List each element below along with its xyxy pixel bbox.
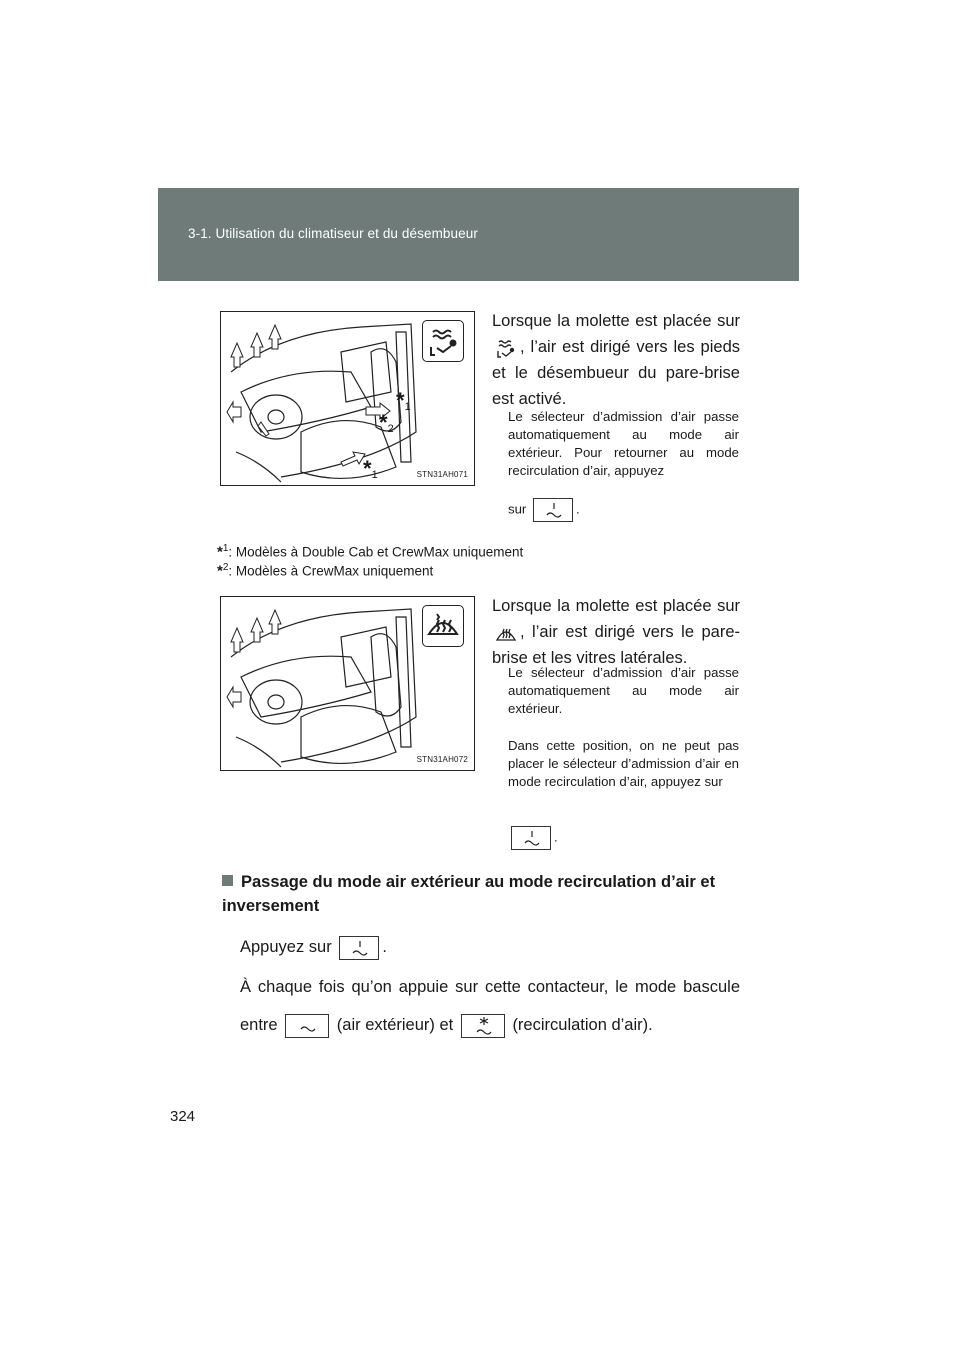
air-intake-button <box>339 936 379 960</box>
intake-note-3: Dans cette position, on ne peut pas placer le sélecteur d’admission d’air en mode recirculation d’air, appuyez sur <box>508 738 739 789</box>
windshield-defrost-icon <box>494 622 518 644</box>
intake-note-2: Le sélecteur d’admission d’air passe automatiquement au mode air extérieur. <box>508 665 739 716</box>
section-title: 3-1. Utilisation du climatiseur et du désembueur <box>188 226 478 241</box>
air-intake-button <box>511 826 551 850</box>
intake-note-3-end: . <box>508 826 739 850</box>
foot-defrost-mode-icon <box>422 320 464 362</box>
footnote-1: *$^1$: Modèles à Double Cab et CrewMax uniquement <box>217 543 524 561</box>
section-heading: Passage du mode air extérieur au mode recirculation d’air et inversement <box>222 873 716 915</box>
foot-defrost-icon <box>494 337 518 359</box>
step-instruction: Appuyez sur . <box>240 934 740 960</box>
marker-1-upper: $*_1$ <box>396 388 411 413</box>
figure-code: STN31AH071 <box>416 470 468 479</box>
air-intake-button <box>533 498 573 522</box>
bullet-square <box>222 875 233 886</box>
page-number: 324 <box>170 1108 196 1125</box>
marker-1-lower: $*_1$ <box>363 456 378 481</box>
outside-air-button <box>285 1014 329 1038</box>
toggle-modes: entre (air extérieur) et (recirculation d’air). <box>240 1012 740 1038</box>
mode-description-1: Lorsque la molette est placée sur , l’air est dirigé vers les pieds et le désembueur du pare-brise est activé. <box>492 312 740 408</box>
figure-windshield-defrost <box>220 596 475 771</box>
intake-note-1: Le sélecteur d’admission d’air passe automatiquement au mode air extérieur. Pour retourner au mode recirculation d’air, appuyez <box>508 409 739 478</box>
figure-foot-defrost <box>220 311 475 486</box>
figure-code: STN31AH072 <box>416 755 468 764</box>
toggle-description: À chaque fois qu’on appuie sur cette contacteur, le mode bascule <box>240 978 740 996</box>
marker-2: $*_2$ <box>379 410 394 435</box>
footnote-2: *$^2$: Modèles à CrewMax uniquement <box>217 562 434 580</box>
intake-note-1-end: sur . <box>508 498 739 522</box>
recirculation-button <box>461 1014 505 1038</box>
windshield-defrost-mode-icon <box>422 605 464 647</box>
mode-description-2: Lorsque la molette est placée sur , l’air est dirigé vers le pare-brise et les vitres latérales. <box>492 597 740 667</box>
